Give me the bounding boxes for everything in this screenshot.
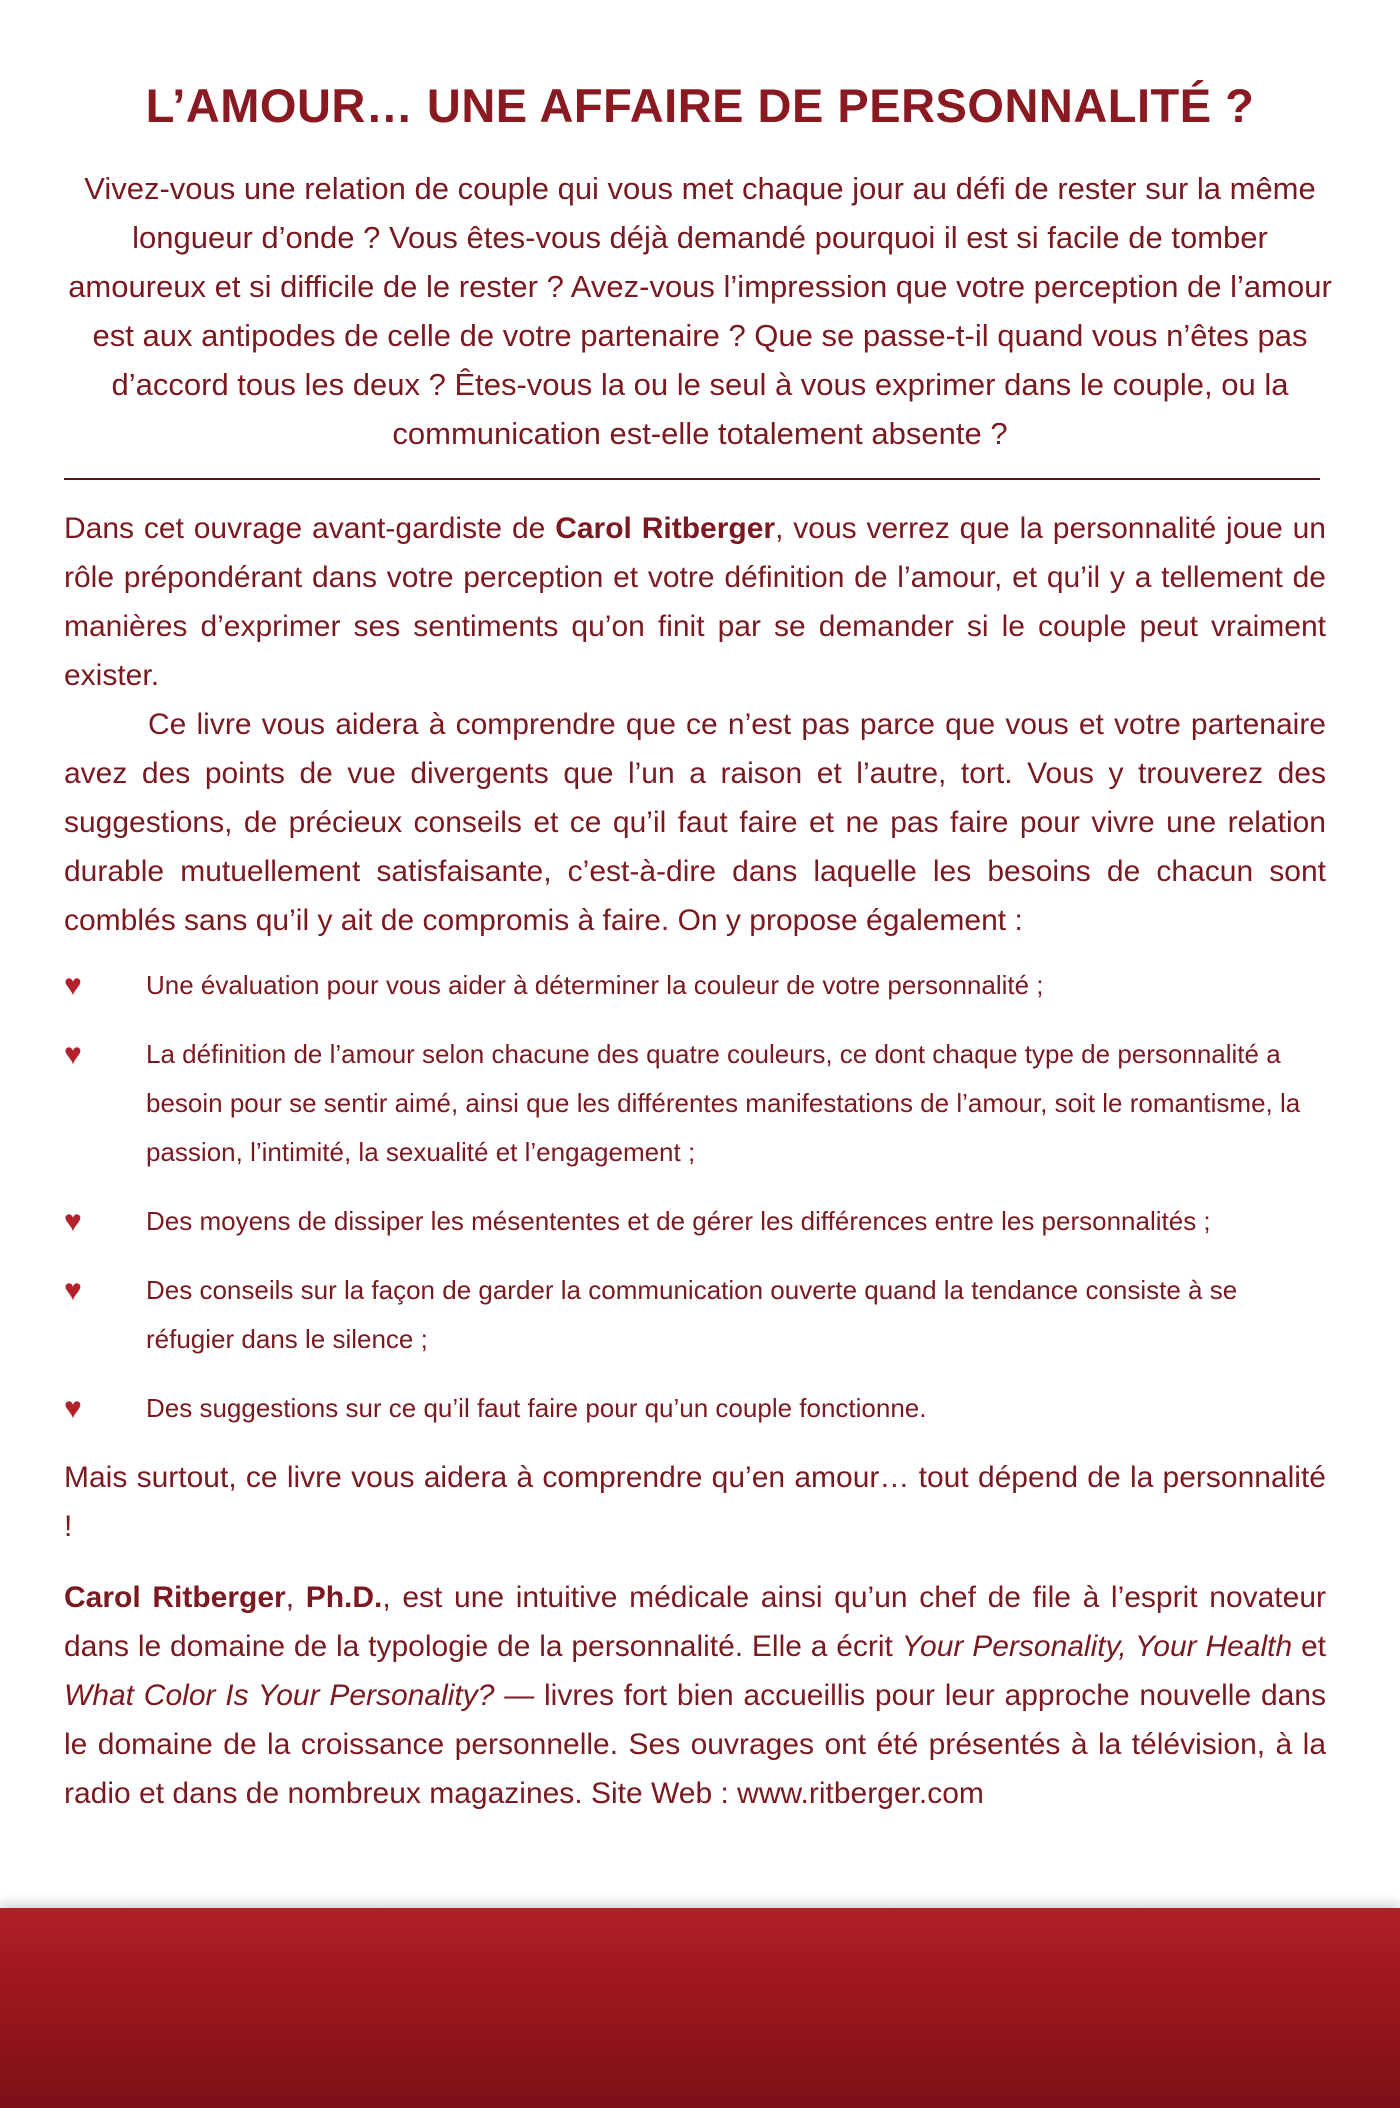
list-item-text: Des conseils sur la façon de garder la communication ouverte quand la tendance consiste à se réfugier dans le silence ; bbox=[146, 1275, 1238, 1354]
author-bio bbox=[64, 1573, 1326, 1818]
list-item bbox=[64, 961, 1326, 1010]
book-title-1: Your Personality, Your Health bbox=[901, 1630, 1293, 1663]
closing-paragraph: Mais surtout, ce livre vous aidera à comprendre qu’en amour… tout dépend de la personnalité ! bbox=[64, 1461, 1326, 1543]
paragraph-1-after: , vous verrez que la personnalité joue un rôle prépondérant dans votre perception et votre définition de l’amour, et qu’il y a tellement de manières d’exprimer ses sentiments qu’on finit par se demander si le couple peut vraiment exister. bbox=[64, 512, 1326, 692]
heart-icon: ♥ bbox=[64, 1392, 82, 1425]
bio-sep: , bbox=[285, 1581, 306, 1614]
bio-text-3: — livres fort bien accueillis pour leur approche nouvelle dans le domaine de la croissance personnelle. Ses ouvrages ont été présentés à la télévision, à la radio et dans de nombreux magazines. Site Web : www.ritberger.com bbox=[64, 1679, 1326, 1810]
list-item bbox=[64, 1266, 1326, 1364]
bullet-list bbox=[64, 961, 1326, 1433]
list-item-text: La définition de l’amour selon chacune des quatre couleurs, ce dont chaque type de personnalité a besoin pour se sentir aimé, ainsi que les différentes manifestations de l’amour, soit le romantisme, la passion, l’intimité, la sexualité et l’engagement ; bbox=[146, 1039, 1301, 1167]
heart-icon: ♥ bbox=[64, 1038, 82, 1071]
list-item-text: Une évaluation pour vous aider à déterminer la couleur de votre personnalité ; bbox=[146, 970, 1044, 1000]
page-title: L’AMOUR… UNE AFFAIRE DE PERSONNALITÉ ? bbox=[145, 79, 1255, 132]
bio-author-name: Carol Ritberger bbox=[64, 1581, 286, 1614]
bio-text-1: , est une intuitive médicale ainsi qu’un chef de file à l’esprit novateur dans le domaine de la typologie de la personnalité. Elle a écrit bbox=[64, 1581, 1327, 1663]
list-item-text: Des suggestions sur ce qu’il faut faire pour qu’un couple fonctionne. bbox=[146, 1393, 927, 1423]
heart-icon: ♥ bbox=[64, 1205, 82, 1238]
divider bbox=[64, 478, 1320, 480]
book-title-2: What Color Is Your Personality? bbox=[64, 1679, 495, 1712]
paragraph-1-before: Dans cet ouvrage avant-gardiste de bbox=[64, 512, 556, 545]
heart-icon: ♥ bbox=[64, 1274, 82, 1307]
list-item bbox=[64, 1197, 1326, 1246]
paragraph-1 bbox=[64, 504, 1326, 700]
intro-paragraph: Vivez-vous une relation de couple qui vous met chaque jour au défi de rester sur la même longueur d’onde ? Vous êtes-vous déjà demandé pourquoi il est si facile de tomber amoureux et si difficile de le rester ? Avez-vous l’impression que votre perception de l’amour est aux antipodes de celle de votre partenaire ? Que se passe-t-il quand vous n’êtes pas d’accord tous les deux ? Êtes-vous la ou le seul à vous exprimer dans le couple, ou la communication est-elle totalement absente ? bbox=[68, 171, 1332, 451]
footer-band bbox=[0, 1908, 1400, 2108]
body-text bbox=[64, 504, 1326, 1818]
heart-icon: ♥ bbox=[64, 969, 82, 1002]
list-item-text: Des moyens de dissiper les mésententes et de gérer les différences entre les personnalités ; bbox=[146, 1206, 1211, 1236]
author-name: Carol Ritberger bbox=[555, 512, 776, 545]
bio-text-2: et bbox=[1292, 1630, 1326, 1663]
bio-degree: Ph.D. bbox=[305, 1581, 383, 1614]
paragraph-2: Ce livre vous aidera à comprendre que ce n’est pas parce que vous et votre partenaire avez des points de vue divergents que l’un a raison et l’autre, tort. Vous y trouverez des suggestions, de précieux conseils et ce qu’il faut faire et ne pas faire pour vivre une relation durable mutuellement satisfaisante, c’est-à-dire dans laquelle les besoins de chacun sont comblés sans qu’il y ait de compromis à faire. On y propose également : bbox=[64, 708, 1326, 937]
list-item bbox=[64, 1030, 1326, 1177]
list-item bbox=[64, 1384, 1326, 1433]
